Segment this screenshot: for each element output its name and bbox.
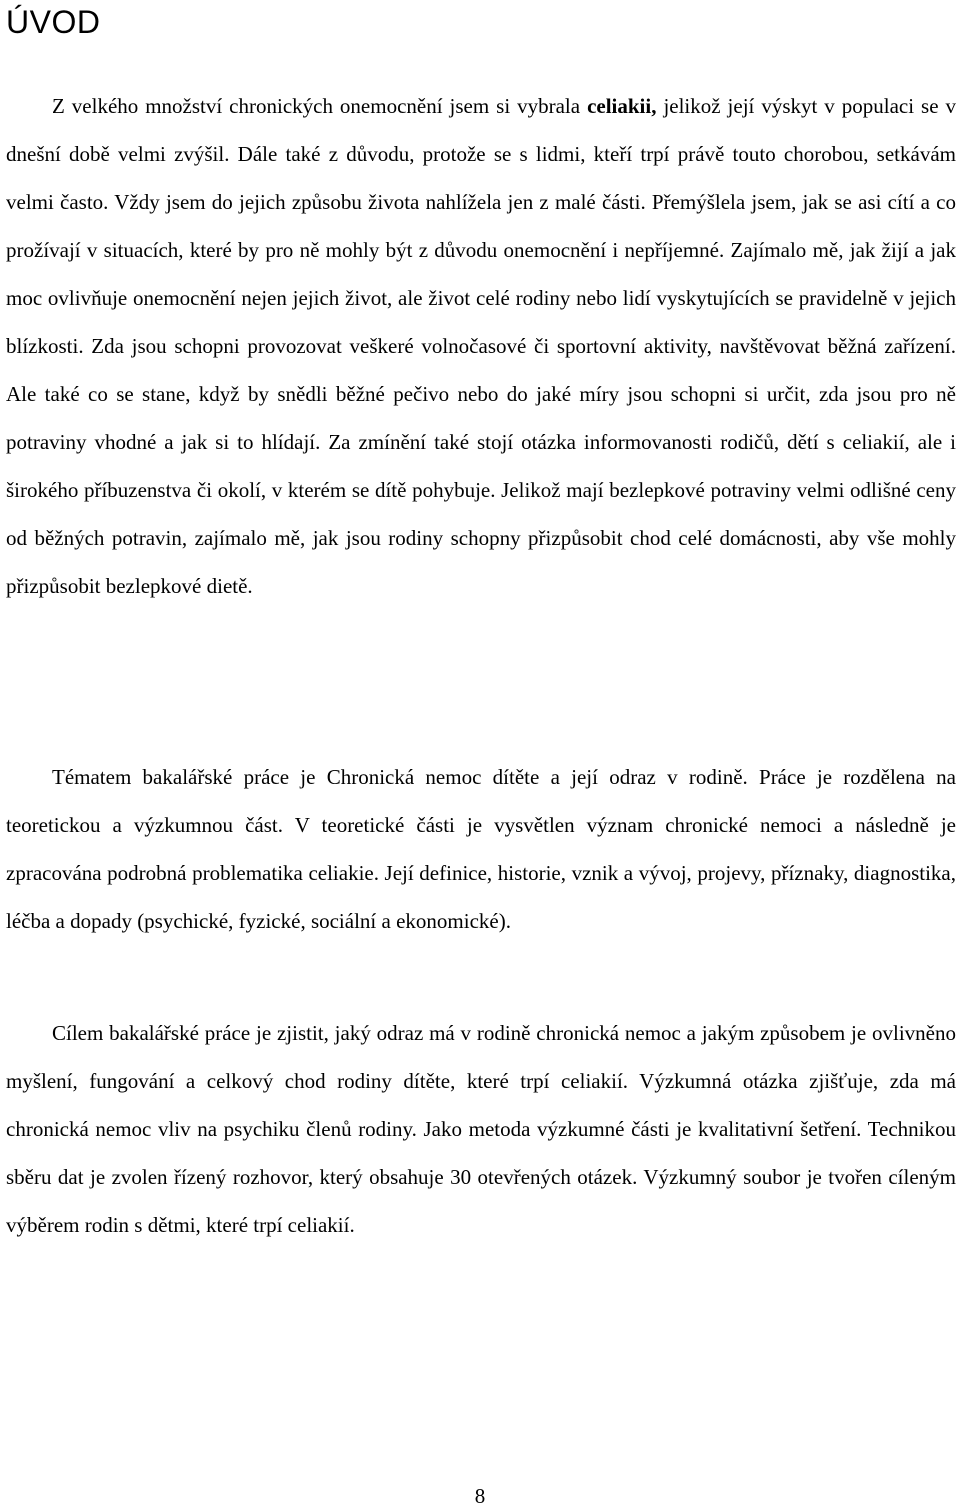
section-heading: ÚVOD	[6, 4, 101, 40]
page-number: 8	[474, 1484, 486, 1508]
intro-paragraph-3: Cílem bakalářské práce je zjistit, jaký odraz má v rodině chronická nemoc a jakým způsobem je ovlivněno myšlení, fungování a celkový chod rodiny dítěte, které trpí celiakií. Výzkumná otázka zjišťuje, zda má chronická nemoc vliv na psychiku členů rodiny. Jako metoda výzkumné části je kvalitativní šetření. Technikou sběru dat je zvolen řízený rozhovor, který obsahuje 30 otevřených otázek. Výzkumný soubor je tvořen cíleným výběrem rodin s dětmi, které trpí celiakií.	[6, 1021, 956, 1237]
bold-term: celiakii,	[587, 94, 657, 118]
intro-paragraph-2: Tématem bakalářské práce je Chronická nemoc dítěte a její odraz v rodině. Práce je rozdělena na teoretickou a výzkumnou část. V teoretické části je vysvětlen význam chronické nemoci a následně je zpracována podrobná problematika celiakie. Její definice, historie, vznik a vývoj, projevy, příznaky, diagnostika, léčba a dopady (psychické, fyzické, sociální a ekonomické).	[6, 765, 956, 933]
intro-paragraph-1	[6, 82, 956, 610]
paragraph-text: Z velkého množství chronických onemocnění jsem si vybrala	[52, 94, 588, 118]
paragraph-text: jelikož její výskyt v populaci se v dnešní době velmi zvýšil. Dále také z důvodu, protože se s lidmi, kteří trpí právě touto chorobou, setkávám velmi často. Vždy jsem do jejich způsobu života nahlížela jen z malé části. Přemýšlela jsem, jak se asi cítí a co prožívají v situacích, které by pro ně mohly být z důvodu onemocnění i nepříjemné. Zajímalo mě, jak žijí a jak moc ovlivňuje onemocnění nejen jejich život, ale život celé rodiny nebo lidí vyskytujících se pravidelně v jejich blízkosti. Zda jsou schopni provozovat veškeré volnočasové či sportovní aktivity, navštěvovat běžná zařízení. Ale také co se stane, když by snědli běžné pečivo nebo do jaké míry jsou schopni si určit, zda jsou pro ně potraviny vhodné a jak si to hlídají. Za zmínění také stojí otázka informovanosti rodičů, dětí s celiakií, ale i širokého příbuzenstva či okolí, v kterém se dítě pohybuje. Jelikož mají bezlepkové potraviny velmi odlišné ceny od běžných potravin, zajímalo mě, jak jsou rodiny schopny přizpůsobit chod celé domácnosti, aby vše mohly přizpůsobit bezlepkové dietě.	[6, 94, 956, 598]
